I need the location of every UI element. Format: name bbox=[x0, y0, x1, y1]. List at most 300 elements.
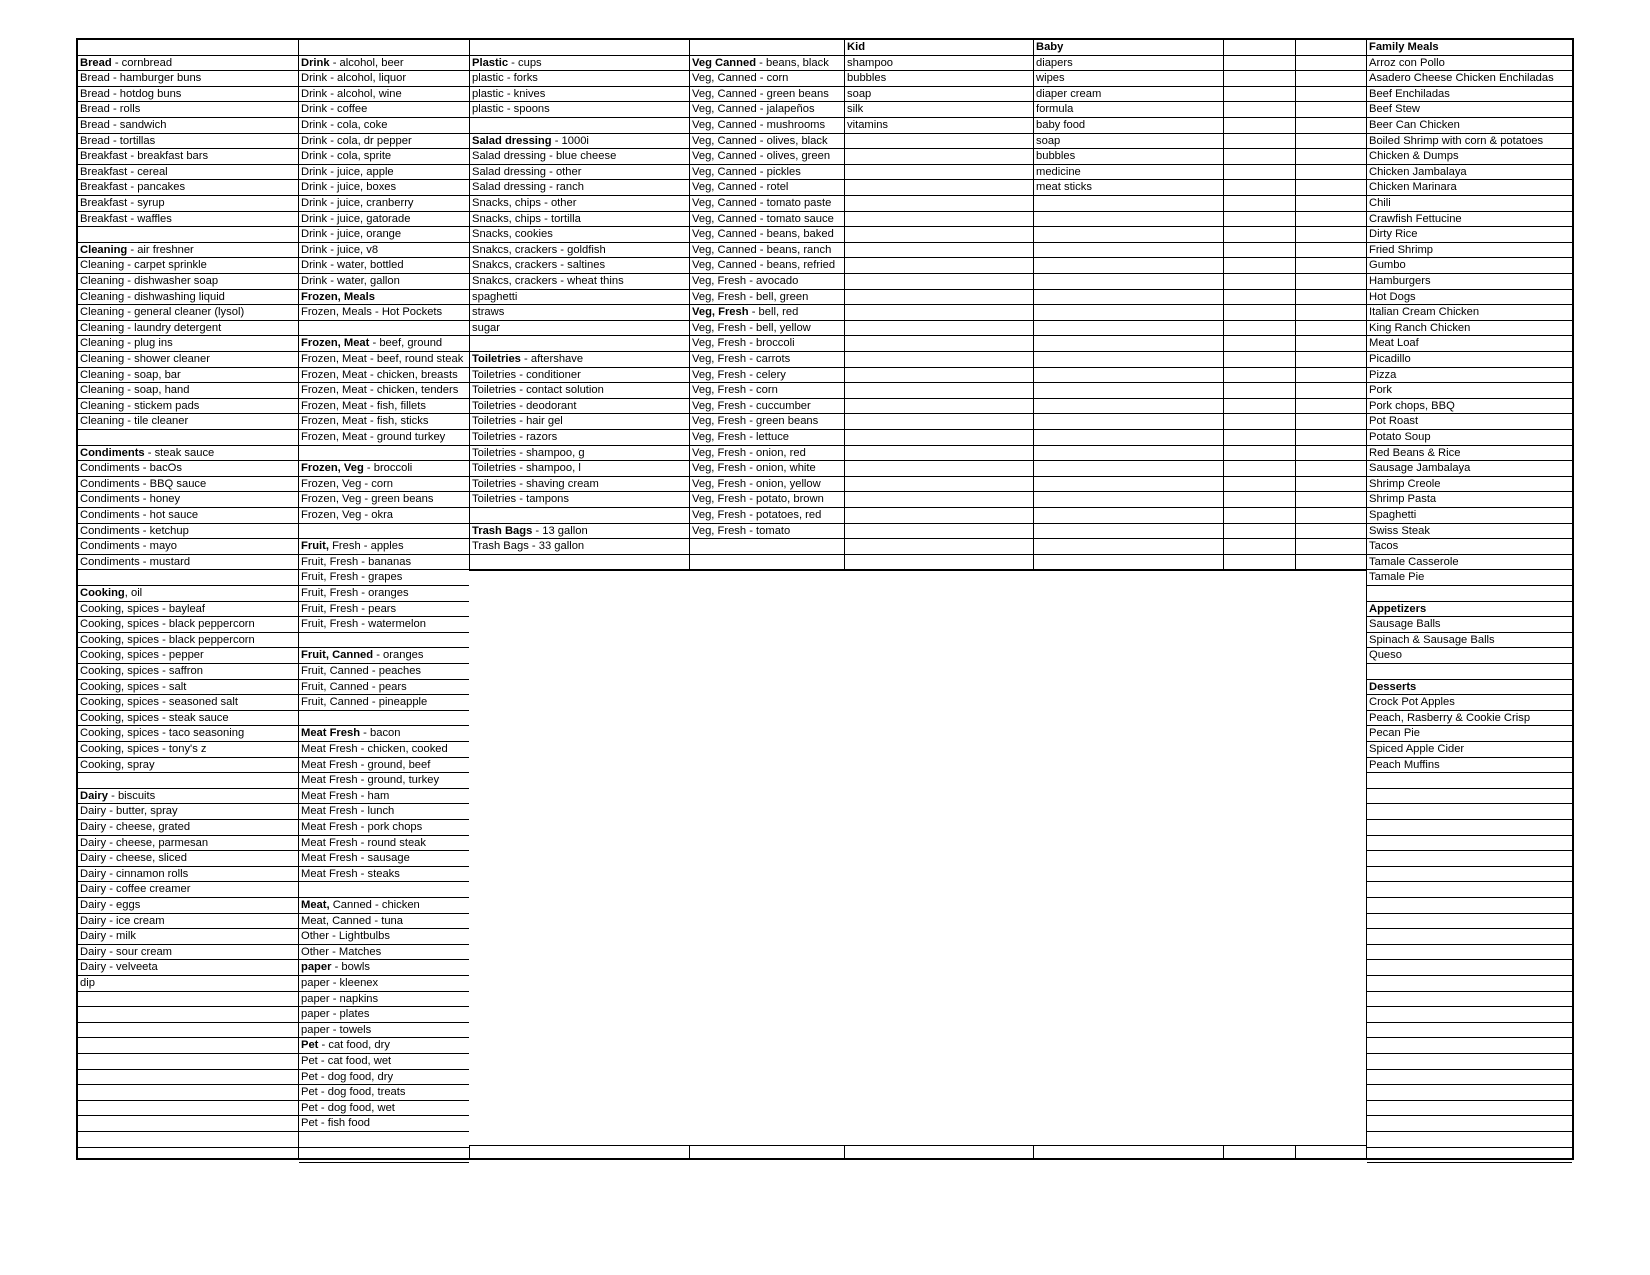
list-item[interactable] bbox=[78, 851, 298, 867]
list-item[interactable] bbox=[1296, 539, 1366, 555]
list-item[interactable] bbox=[690, 305, 844, 321]
list-item[interactable] bbox=[1367, 165, 1572, 181]
list-item[interactable] bbox=[1296, 524, 1366, 540]
list-item[interactable] bbox=[1367, 56, 1572, 72]
list-item[interactable] bbox=[1224, 227, 1295, 243]
list-item[interactable] bbox=[1224, 336, 1295, 352]
list-item[interactable] bbox=[845, 56, 1033, 72]
list-item[interactable] bbox=[1296, 477, 1366, 493]
list-item[interactable] bbox=[78, 274, 298, 290]
list-item[interactable] bbox=[1224, 477, 1295, 493]
footer-cell[interactable] bbox=[845, 1144, 1033, 1158]
list-item[interactable] bbox=[470, 87, 689, 103]
list-item[interactable] bbox=[1296, 461, 1366, 477]
list-item[interactable] bbox=[1034, 399, 1223, 415]
list-item[interactable] bbox=[1034, 430, 1223, 446]
list-item[interactable] bbox=[1367, 1132, 1572, 1148]
list-item[interactable] bbox=[78, 820, 298, 836]
list-item[interactable] bbox=[845, 87, 1033, 103]
list-item[interactable] bbox=[470, 227, 689, 243]
list-item[interactable] bbox=[78, 836, 298, 852]
list-item[interactable] bbox=[299, 680, 469, 696]
list-item[interactable] bbox=[78, 414, 298, 430]
list-item[interactable] bbox=[1034, 305, 1223, 321]
list-item[interactable] bbox=[78, 399, 298, 415]
list-item[interactable] bbox=[1224, 446, 1295, 462]
list-item[interactable] bbox=[78, 368, 298, 384]
list-item[interactable] bbox=[299, 648, 469, 664]
list-item[interactable] bbox=[845, 134, 1033, 150]
list-item[interactable] bbox=[690, 399, 844, 415]
list-item[interactable] bbox=[1034, 446, 1223, 462]
list-item[interactable] bbox=[299, 56, 469, 72]
list-item[interactable] bbox=[690, 165, 844, 181]
list-item[interactable] bbox=[1367, 648, 1572, 664]
list-item[interactable] bbox=[1034, 336, 1223, 352]
list-item[interactable] bbox=[78, 789, 298, 805]
list-item[interactable] bbox=[78, 945, 298, 961]
list-item[interactable] bbox=[78, 539, 298, 555]
list-item[interactable] bbox=[690, 56, 844, 72]
list-item[interactable] bbox=[299, 461, 469, 477]
list-item[interactable] bbox=[1224, 196, 1295, 212]
list-item[interactable] bbox=[1296, 212, 1366, 228]
list-item[interactable] bbox=[1296, 102, 1366, 118]
list-item[interactable] bbox=[470, 305, 689, 321]
list-item[interactable] bbox=[690, 555, 844, 571]
list-item[interactable] bbox=[1367, 914, 1572, 930]
list-item[interactable] bbox=[1296, 492, 1366, 508]
list-item[interactable] bbox=[1296, 227, 1366, 243]
list-item[interactable] bbox=[1224, 243, 1295, 259]
list-item[interactable] bbox=[299, 1132, 469, 1148]
list-item[interactable] bbox=[78, 1038, 298, 1054]
list-item[interactable] bbox=[1367, 1070, 1572, 1086]
list-item[interactable] bbox=[299, 118, 469, 134]
list-item[interactable] bbox=[1034, 180, 1223, 196]
list-item[interactable] bbox=[1296, 414, 1366, 430]
list-item[interactable] bbox=[1367, 383, 1572, 399]
list-item[interactable] bbox=[299, 274, 469, 290]
list-item[interactable] bbox=[1367, 742, 1572, 758]
list-item[interactable] bbox=[1296, 305, 1366, 321]
list-item[interactable] bbox=[845, 368, 1033, 384]
list-item[interactable] bbox=[299, 945, 469, 961]
list-item[interactable] bbox=[845, 71, 1033, 87]
list-item[interactable] bbox=[299, 914, 469, 930]
list-item[interactable] bbox=[845, 212, 1033, 228]
list-item[interactable] bbox=[78, 352, 298, 368]
list-item[interactable] bbox=[78, 1054, 298, 1070]
list-item[interactable] bbox=[1296, 446, 1366, 462]
list-item[interactable] bbox=[470, 71, 689, 87]
list-item[interactable] bbox=[1034, 414, 1223, 430]
list-item[interactable] bbox=[1367, 1038, 1572, 1054]
list-item[interactable] bbox=[690, 492, 844, 508]
list-item[interactable] bbox=[1034, 227, 1223, 243]
list-item[interactable] bbox=[1224, 258, 1295, 274]
list-item[interactable] bbox=[845, 399, 1033, 415]
list-item[interactable] bbox=[1296, 56, 1366, 72]
list-item[interactable] bbox=[1367, 929, 1572, 945]
list-item[interactable] bbox=[78, 290, 298, 306]
list-item[interactable] bbox=[1367, 352, 1572, 368]
footer-cell[interactable] bbox=[1224, 1144, 1295, 1158]
list-item[interactable] bbox=[690, 87, 844, 103]
list-item[interactable] bbox=[1224, 321, 1295, 337]
list-item[interactable] bbox=[299, 664, 469, 680]
list-item[interactable] bbox=[299, 851, 469, 867]
list-item[interactable] bbox=[299, 165, 469, 181]
list-item[interactable] bbox=[78, 165, 298, 181]
list-item[interactable] bbox=[1224, 305, 1295, 321]
list-item[interactable] bbox=[299, 87, 469, 103]
list-item[interactable] bbox=[845, 196, 1033, 212]
list-item[interactable] bbox=[1296, 321, 1366, 337]
list-item[interactable] bbox=[845, 305, 1033, 321]
list-item[interactable] bbox=[1224, 180, 1295, 196]
list-item[interactable] bbox=[690, 368, 844, 384]
list-item[interactable] bbox=[1296, 430, 1366, 446]
list-item[interactable] bbox=[845, 321, 1033, 337]
list-item[interactable] bbox=[1034, 477, 1223, 493]
list-item[interactable] bbox=[1034, 539, 1223, 555]
list-item[interactable] bbox=[1034, 196, 1223, 212]
list-item[interactable] bbox=[1367, 196, 1572, 212]
list-item[interactable] bbox=[299, 726, 469, 742]
list-item[interactable] bbox=[470, 258, 689, 274]
list-item[interactable] bbox=[470, 149, 689, 165]
list-item[interactable] bbox=[299, 368, 469, 384]
list-item[interactable] bbox=[299, 414, 469, 430]
list-item[interactable] bbox=[78, 1132, 298, 1148]
list-item[interactable] bbox=[1224, 383, 1295, 399]
list-item[interactable] bbox=[1367, 290, 1572, 306]
list-item[interactable] bbox=[299, 711, 469, 727]
list-item[interactable] bbox=[1367, 992, 1572, 1008]
list-item[interactable] bbox=[845, 258, 1033, 274]
list-item[interactable] bbox=[78, 118, 298, 134]
list-item[interactable] bbox=[78, 1007, 298, 1023]
footer-cell[interactable] bbox=[1034, 1144, 1223, 1158]
list-item[interactable] bbox=[299, 555, 469, 571]
list-item[interactable] bbox=[299, 898, 469, 914]
list-item[interactable] bbox=[299, 352, 469, 368]
footer-cell[interactable] bbox=[690, 1144, 844, 1158]
list-item[interactable] bbox=[1367, 539, 1572, 555]
list-item[interactable] bbox=[78, 212, 298, 228]
list-item[interactable] bbox=[299, 134, 469, 150]
list-item[interactable] bbox=[1367, 212, 1572, 228]
list-item[interactable] bbox=[1224, 212, 1295, 228]
list-item[interactable] bbox=[78, 695, 298, 711]
list-item[interactable] bbox=[1034, 461, 1223, 477]
list-item[interactable] bbox=[1296, 508, 1366, 524]
list-item[interactable] bbox=[299, 602, 469, 618]
list-item[interactable] bbox=[78, 1070, 298, 1086]
list-item[interactable] bbox=[1367, 305, 1572, 321]
list-item[interactable] bbox=[470, 180, 689, 196]
list-item[interactable] bbox=[78, 570, 298, 586]
list-item[interactable] bbox=[1296, 196, 1366, 212]
list-item[interactable] bbox=[1034, 555, 1223, 571]
list-item[interactable] bbox=[299, 1070, 469, 1086]
list-item[interactable] bbox=[1224, 290, 1295, 306]
list-item[interactable] bbox=[299, 446, 469, 462]
list-item[interactable] bbox=[1296, 383, 1366, 399]
list-item[interactable] bbox=[690, 524, 844, 540]
list-item[interactable] bbox=[1034, 352, 1223, 368]
list-item[interactable] bbox=[690, 414, 844, 430]
list-item[interactable] bbox=[690, 118, 844, 134]
list-item[interactable] bbox=[299, 867, 469, 883]
list-item[interactable] bbox=[1224, 149, 1295, 165]
list-item[interactable] bbox=[470, 446, 689, 462]
list-item[interactable] bbox=[470, 461, 689, 477]
list-item[interactable] bbox=[299, 836, 469, 852]
list-item[interactable] bbox=[690, 71, 844, 87]
list-item[interactable] bbox=[78, 180, 298, 196]
list-item[interactable] bbox=[299, 773, 469, 789]
list-item[interactable] bbox=[470, 243, 689, 259]
list-item[interactable] bbox=[470, 212, 689, 228]
list-item[interactable] bbox=[78, 102, 298, 118]
list-item[interactable] bbox=[299, 430, 469, 446]
list-item[interactable] bbox=[1367, 695, 1572, 711]
list-item[interactable] bbox=[299, 1007, 469, 1023]
list-item[interactable] bbox=[78, 149, 298, 165]
list-item[interactable] bbox=[845, 430, 1033, 446]
list-item[interactable] bbox=[1034, 87, 1223, 103]
list-item[interactable] bbox=[1224, 134, 1295, 150]
list-item[interactable] bbox=[690, 180, 844, 196]
list-item[interactable] bbox=[299, 524, 469, 540]
list-item[interactable] bbox=[1367, 570, 1572, 586]
list-item[interactable] bbox=[470, 477, 689, 493]
list-item[interactable] bbox=[78, 758, 298, 774]
list-item[interactable] bbox=[78, 492, 298, 508]
list-item[interactable] bbox=[1367, 960, 1572, 976]
list-item[interactable] bbox=[470, 539, 689, 555]
list-item[interactable] bbox=[1296, 165, 1366, 181]
list-item[interactable] bbox=[1224, 539, 1295, 555]
list-item[interactable] bbox=[299, 243, 469, 259]
list-item[interactable] bbox=[1034, 524, 1223, 540]
list-item[interactable] bbox=[1296, 274, 1366, 290]
list-item[interactable] bbox=[690, 212, 844, 228]
list-item[interactable] bbox=[78, 258, 298, 274]
list-item[interactable] bbox=[1296, 399, 1366, 415]
list-item[interactable] bbox=[1367, 118, 1572, 134]
list-item[interactable] bbox=[78, 430, 298, 446]
list-item[interactable] bbox=[690, 102, 844, 118]
list-item[interactable] bbox=[1224, 165, 1295, 181]
list-item[interactable] bbox=[845, 446, 1033, 462]
footer-cell[interactable] bbox=[470, 1144, 689, 1158]
list-item[interactable] bbox=[299, 492, 469, 508]
list-item[interactable] bbox=[1367, 149, 1572, 165]
list-item[interactable] bbox=[845, 524, 1033, 540]
list-item[interactable] bbox=[1224, 102, 1295, 118]
list-item[interactable] bbox=[1367, 867, 1572, 883]
list-item[interactable] bbox=[78, 773, 298, 789]
list-item[interactable] bbox=[299, 258, 469, 274]
list-item[interactable] bbox=[845, 227, 1033, 243]
list-item[interactable] bbox=[299, 633, 469, 649]
list-item[interactable] bbox=[1224, 274, 1295, 290]
list-item[interactable] bbox=[299, 1116, 469, 1132]
list-item[interactable] bbox=[299, 617, 469, 633]
list-item[interactable] bbox=[1034, 274, 1223, 290]
list-item[interactable] bbox=[1367, 726, 1572, 742]
list-item[interactable] bbox=[78, 804, 298, 820]
list-item[interactable] bbox=[1367, 1054, 1572, 1070]
list-item[interactable] bbox=[299, 1023, 469, 1039]
list-item[interactable] bbox=[1367, 430, 1572, 446]
list-item[interactable] bbox=[78, 586, 298, 602]
list-item[interactable] bbox=[1224, 87, 1295, 103]
list-item[interactable] bbox=[78, 461, 298, 477]
list-item[interactable] bbox=[78, 617, 298, 633]
list-item[interactable] bbox=[1367, 134, 1572, 150]
list-item[interactable] bbox=[78, 56, 298, 72]
list-item[interactable] bbox=[1367, 1148, 1572, 1164]
list-item[interactable] bbox=[1367, 71, 1572, 87]
list-item[interactable] bbox=[1034, 290, 1223, 306]
list-item[interactable] bbox=[845, 555, 1033, 571]
list-item[interactable] bbox=[78, 929, 298, 945]
list-item[interactable] bbox=[299, 820, 469, 836]
list-item[interactable] bbox=[299, 336, 469, 352]
list-item[interactable] bbox=[78, 383, 298, 399]
list-item[interactable] bbox=[1224, 508, 1295, 524]
list-item[interactable] bbox=[1367, 976, 1572, 992]
list-item[interactable] bbox=[1296, 149, 1366, 165]
list-item[interactable] bbox=[845, 149, 1033, 165]
list-item[interactable] bbox=[299, 508, 469, 524]
list-item[interactable] bbox=[1367, 399, 1572, 415]
list-item[interactable] bbox=[78, 1085, 298, 1101]
list-item[interactable] bbox=[1367, 1116, 1572, 1132]
list-item[interactable] bbox=[78, 664, 298, 680]
list-item[interactable] bbox=[299, 1054, 469, 1070]
list-item[interactable] bbox=[1034, 56, 1223, 72]
list-item[interactable] bbox=[1034, 149, 1223, 165]
list-item[interactable] bbox=[690, 383, 844, 399]
list-item[interactable] bbox=[690, 461, 844, 477]
list-item[interactable] bbox=[78, 508, 298, 524]
list-item[interactable] bbox=[299, 180, 469, 196]
list-item[interactable] bbox=[78, 196, 298, 212]
list-item[interactable] bbox=[1224, 555, 1295, 571]
list-item[interactable] bbox=[690, 539, 844, 555]
list-item[interactable] bbox=[1296, 71, 1366, 87]
list-item[interactable] bbox=[845, 414, 1033, 430]
list-item[interactable] bbox=[1367, 477, 1572, 493]
list-item[interactable] bbox=[78, 602, 298, 618]
list-item[interactable] bbox=[690, 196, 844, 212]
list-item[interactable] bbox=[470, 508, 689, 524]
list-item[interactable] bbox=[845, 243, 1033, 259]
list-item[interactable] bbox=[470, 274, 689, 290]
list-item[interactable] bbox=[1296, 87, 1366, 103]
list-item[interactable] bbox=[78, 1023, 298, 1039]
list-item[interactable] bbox=[690, 430, 844, 446]
list-item[interactable] bbox=[78, 1116, 298, 1132]
list-item[interactable] bbox=[690, 149, 844, 165]
list-item[interactable] bbox=[845, 508, 1033, 524]
list-item[interactable] bbox=[78, 134, 298, 150]
list-item[interactable] bbox=[299, 149, 469, 165]
list-item[interactable] bbox=[299, 399, 469, 415]
list-item[interactable] bbox=[845, 461, 1033, 477]
list-item[interactable] bbox=[1367, 633, 1572, 649]
list-item[interactable] bbox=[470, 414, 689, 430]
list-item[interactable] bbox=[1034, 102, 1223, 118]
list-item[interactable] bbox=[1367, 446, 1572, 462]
list-item[interactable] bbox=[1034, 258, 1223, 274]
list-item[interactable] bbox=[470, 102, 689, 118]
list-item[interactable] bbox=[690, 352, 844, 368]
list-item[interactable] bbox=[470, 321, 689, 337]
list-item[interactable] bbox=[1296, 290, 1366, 306]
list-item[interactable] bbox=[470, 430, 689, 446]
list-item[interactable] bbox=[299, 992, 469, 1008]
list-item[interactable] bbox=[78, 446, 298, 462]
list-item[interactable] bbox=[299, 196, 469, 212]
list-item[interactable] bbox=[1367, 258, 1572, 274]
list-item[interactable] bbox=[1367, 243, 1572, 259]
list-item[interactable] bbox=[1367, 336, 1572, 352]
list-item[interactable] bbox=[299, 71, 469, 87]
list-item[interactable] bbox=[78, 648, 298, 664]
list-item[interactable] bbox=[470, 336, 689, 352]
list-item[interactable] bbox=[1296, 336, 1366, 352]
list-item[interactable] bbox=[1224, 352, 1295, 368]
list-item[interactable] bbox=[1224, 430, 1295, 446]
list-item[interactable] bbox=[1296, 243, 1366, 259]
list-item[interactable] bbox=[690, 258, 844, 274]
list-item[interactable] bbox=[299, 976, 469, 992]
list-item[interactable] bbox=[1367, 180, 1572, 196]
list-item[interactable] bbox=[690, 134, 844, 150]
list-item[interactable] bbox=[78, 305, 298, 321]
list-item[interactable] bbox=[1367, 680, 1572, 696]
list-item[interactable] bbox=[78, 321, 298, 337]
list-item[interactable] bbox=[1224, 414, 1295, 430]
list-item[interactable] bbox=[299, 1101, 469, 1117]
list-item[interactable] bbox=[299, 321, 469, 337]
list-item[interactable] bbox=[690, 227, 844, 243]
list-item[interactable] bbox=[299, 570, 469, 586]
list-item[interactable] bbox=[470, 165, 689, 181]
list-item[interactable] bbox=[1367, 524, 1572, 540]
list-item[interactable] bbox=[299, 804, 469, 820]
list-item[interactable] bbox=[1367, 789, 1572, 805]
list-item[interactable] bbox=[1034, 134, 1223, 150]
list-item[interactable] bbox=[690, 290, 844, 306]
list-item[interactable] bbox=[299, 695, 469, 711]
list-item[interactable] bbox=[1367, 102, 1572, 118]
list-item[interactable] bbox=[1367, 492, 1572, 508]
list-item[interactable] bbox=[1367, 804, 1572, 820]
list-item[interactable] bbox=[78, 243, 298, 259]
list-item[interactable] bbox=[299, 742, 469, 758]
list-item[interactable] bbox=[299, 882, 469, 898]
list-item[interactable] bbox=[1367, 758, 1572, 774]
list-item[interactable] bbox=[1367, 227, 1572, 243]
list-item[interactable] bbox=[78, 882, 298, 898]
